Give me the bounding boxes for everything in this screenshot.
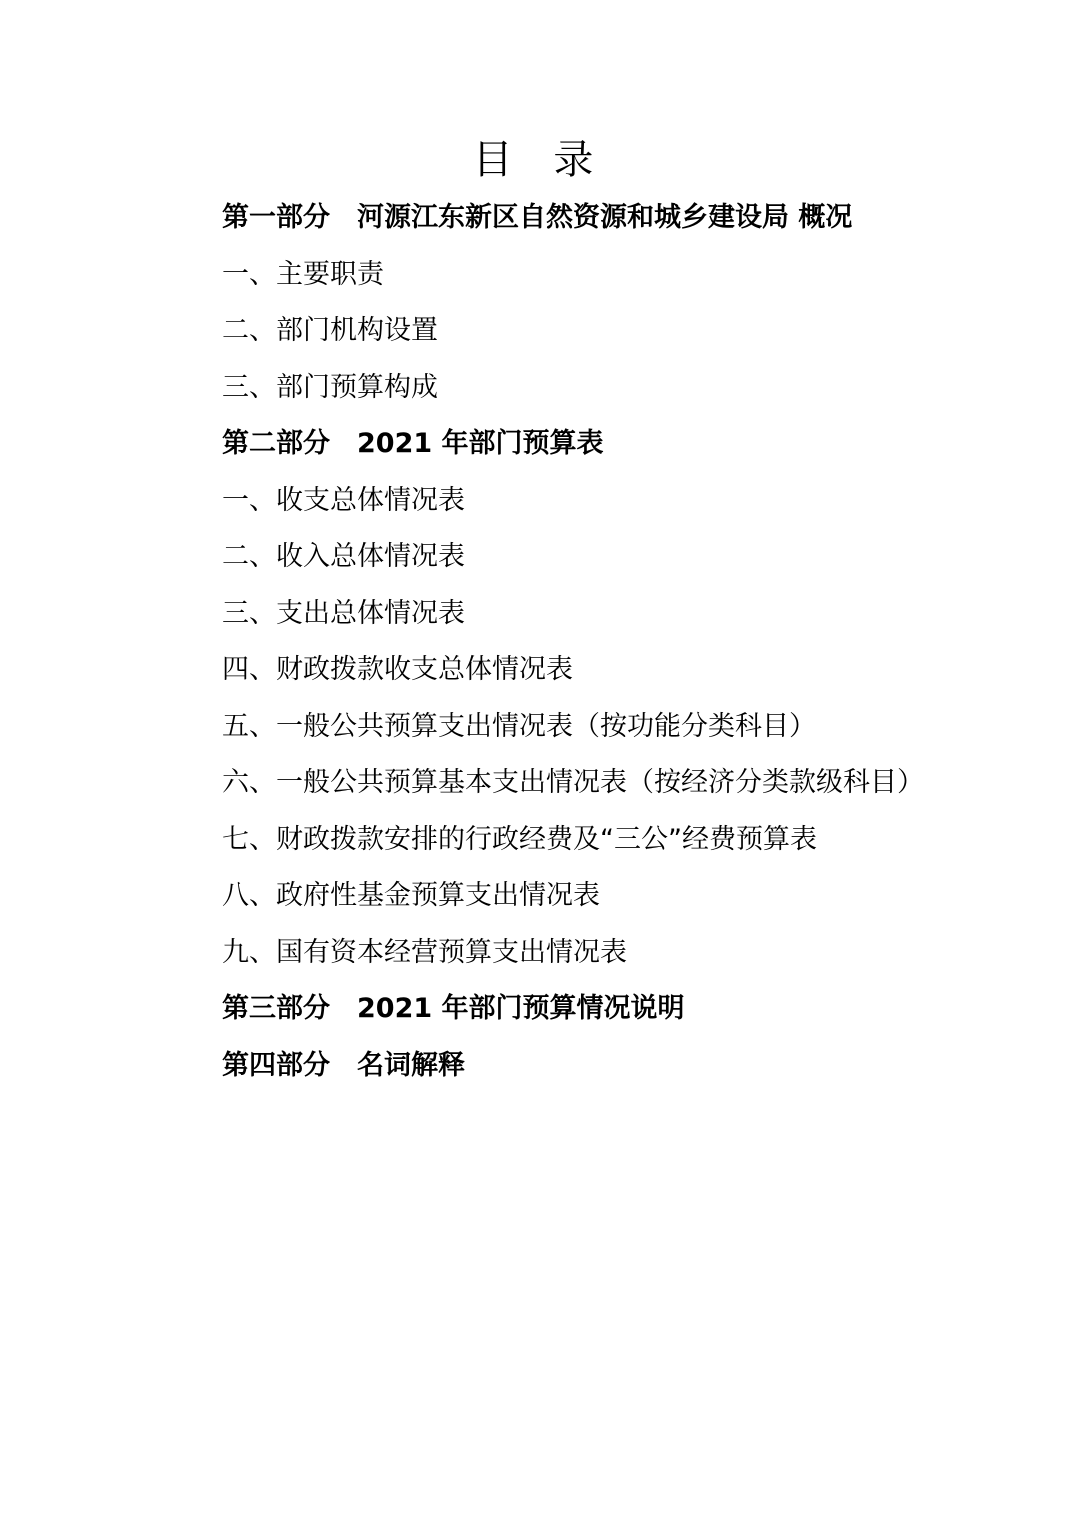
- toc-entry-part-2: 第二部分 2021 年部门预算表: [222, 428, 604, 459]
- toc-entry-part-3: 第三部分 2021 年部门预算情况说明: [222, 993, 685, 1024]
- toc-entry: 三、部门预算构成: [222, 371, 438, 403]
- toc-title: 目 录: [472, 137, 608, 183]
- toc-entry: 二、部门机构设置: [222, 315, 438, 346]
- toc-entry: 四、财政拨款收支总体情况表: [222, 654, 573, 685]
- toc-entry: 七、财政拨款安排的行政经费及“三公”经费预算表: [222, 823, 817, 855]
- toc-entry: 六、一般公共预算基本支出情况表（按经济分类款级科目）: [222, 767, 924, 798]
- toc-entry: 八、政府性基金预算支出情况表: [222, 880, 600, 911]
- toc-list: [166, 190, 926, 1094]
- toc-entry: 五、一般公共预算支出情况表（按功能分类科目）: [222, 710, 816, 742]
- toc-entry-part-4: 第四部分 名词解释: [222, 1049, 465, 1081]
- toc-entry: 三、支出总体情况表: [222, 597, 465, 629]
- toc-entry: 九、国有资本经营预算支出情况表: [222, 936, 627, 968]
- toc-entry: 一、收支总体情况表: [222, 484, 465, 516]
- toc-entry: 一、主要职责: [222, 258, 384, 290]
- toc-entry-part-1: 第一部分 河源江东新区自然资源和城乡建设局 概况: [222, 202, 853, 233]
- toc-entry: 二、收入总体情况表: [222, 541, 465, 572]
